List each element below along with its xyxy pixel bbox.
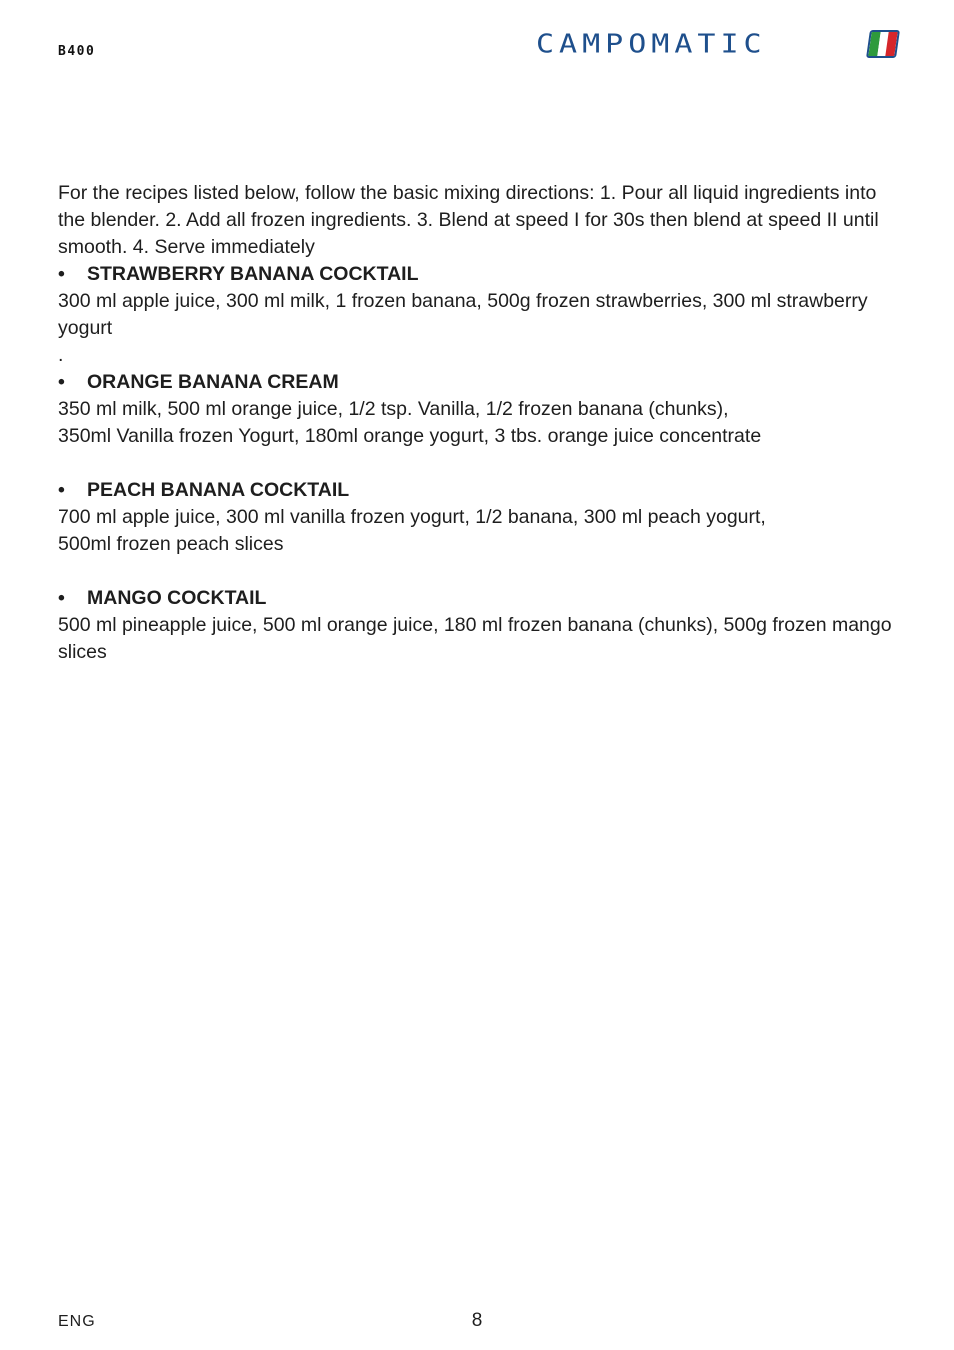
recipe-content	[58, 180, 898, 666]
italian-flag-icon	[866, 30, 900, 58]
recipe-ingredients: 500ml frozen peach slices	[58, 533, 284, 555]
recipe-heading	[58, 477, 898, 504]
footer-language: ENG	[58, 1313, 96, 1330]
section-spacer	[58, 450, 898, 477]
recipe-section	[58, 585, 898, 666]
brand-name: CAMPOMATIC	[536, 29, 767, 60]
intro-paragraph: For the recipes listed below, follow the basic mixing directions: 1. Pour all liquid ingredients into the blender. 2. Add all frozen ingredients. 3. Blend at speed I for 30s then blend at speed II until smooth. 4. Serve immediately	[58, 182, 879, 258]
recipe-ingredients: 350ml Vanilla frozen Yogurt, 180ml orange yogurt, 3 tbs. orange juice concentrate	[58, 425, 762, 447]
brand-logo	[536, 28, 898, 62]
recipe-section	[58, 369, 898, 450]
flag-red-stripe	[886, 32, 898, 56]
recipe-ingredients: 350 ml milk, 500 ml orange juice, 1/2 tsp. Vanilla, 1/2 frozen banana (chunks),	[58, 398, 729, 420]
recipe-title: ORANGE BANANA CREAM	[87, 371, 339, 393]
recipe-section	[58, 477, 898, 558]
recipe-ingredients: 500 ml pineapple juice, 500 ml orange juice, 180 ml frozen banana (chunks), 500g frozen mango slices	[58, 614, 892, 663]
bullet-icon: •	[58, 479, 65, 501]
recipe-section	[58, 261, 898, 369]
bullet-icon: •	[58, 587, 65, 609]
section-spacer	[58, 558, 898, 585]
recipe-heading	[58, 585, 898, 612]
recipe-title: PEACH BANANA COCKTAIL	[87, 479, 350, 501]
recipe-heading	[58, 369, 898, 396]
recipe-ingredients: 300 ml apple juice, 300 ml milk, 1 frozen banana, 500g frozen strawberries, 300 ml strawberry yogurt	[58, 290, 868, 339]
recipe-heading	[58, 261, 898, 288]
model-code: B400	[58, 44, 96, 59]
recipe-ingredients: 700 ml apple juice, 300 ml vanilla frozen yogurt, 1/2 banana, 300 ml peach yogurt,	[58, 506, 766, 528]
recipe-trailing-mark: .	[58, 344, 64, 366]
page-number: 8	[471, 1310, 483, 1331]
bullet-icon: •	[58, 263, 65, 285]
bullet-icon: •	[58, 371, 65, 393]
recipe-title: STRAWBERRY BANANA COCKTAIL	[87, 263, 419, 285]
recipe-title: MANGO COCKTAIL	[87, 587, 267, 609]
